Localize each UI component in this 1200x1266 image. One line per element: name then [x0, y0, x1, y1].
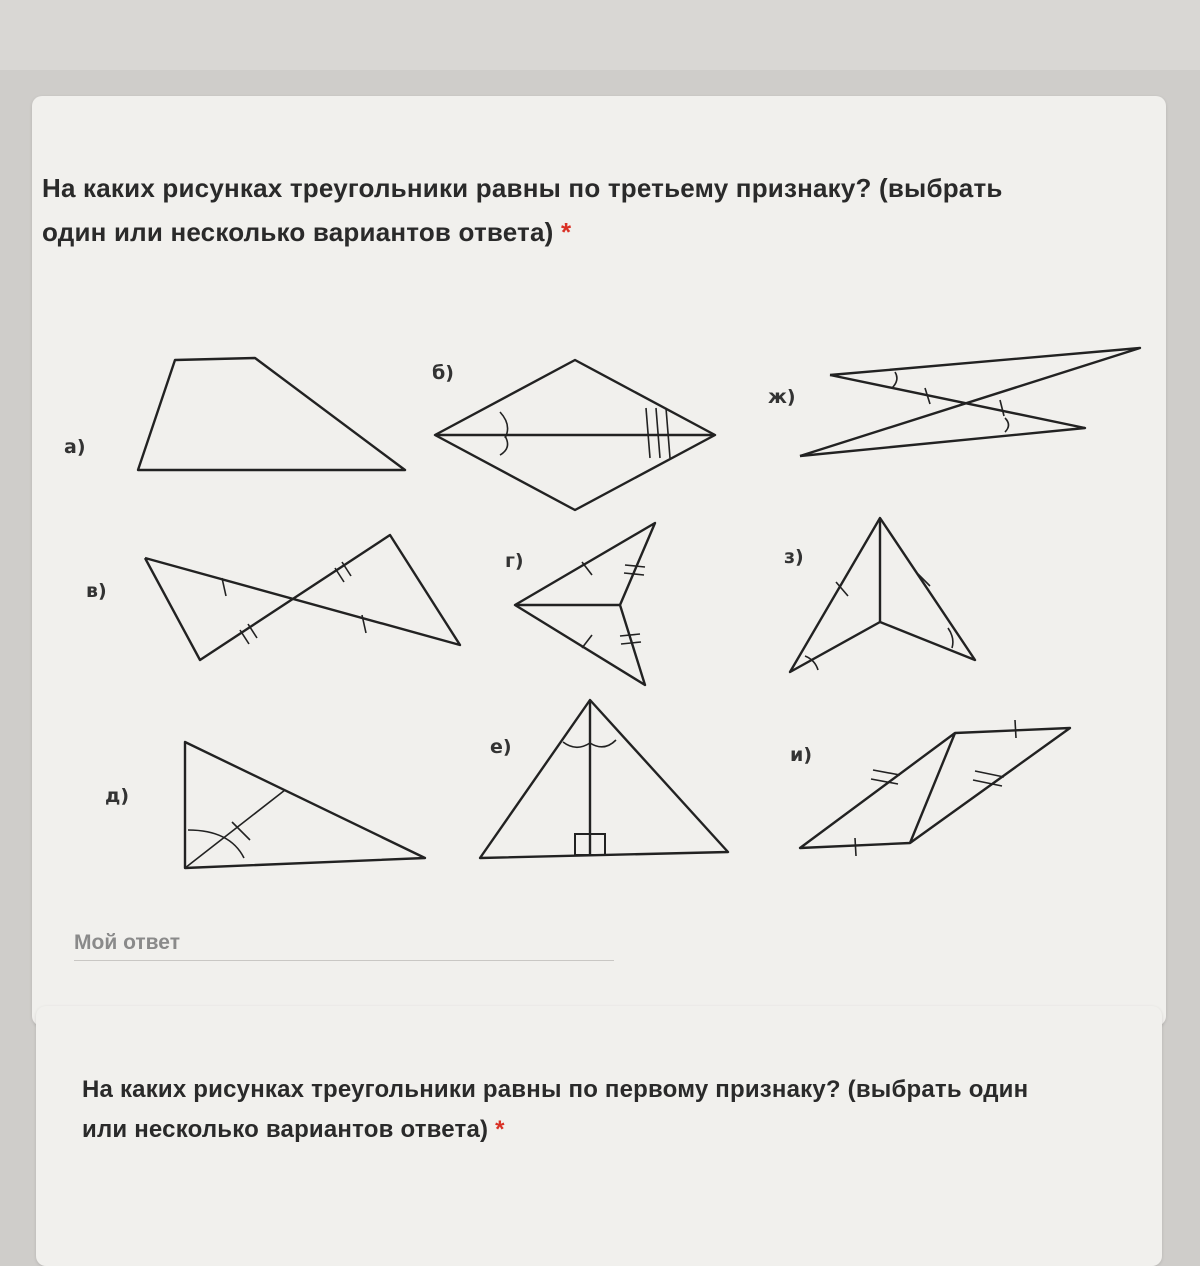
figure-label-i: и): [790, 744, 812, 766]
figure-b: [435, 360, 715, 510]
figure-label-d: д): [105, 785, 130, 807]
question-2-title-line2: или несколько вариантов ответа): [82, 1116, 489, 1143]
required-asterisk: *: [495, 1116, 505, 1143]
figure-label-e: е): [490, 736, 512, 758]
figure-g: [515, 523, 655, 685]
figure-label-zh: ж): [768, 386, 796, 408]
question-1-title-line1: На каких рисунках треугольники равны по третьему признаку? (выбрать: [42, 173, 1003, 203]
question-2-title-line1: На каких рисунках треугольники равны по первому признаку? (выбрать один: [82, 1076, 1029, 1103]
question-1-title-line2: один или несколько вариантов ответа): [42, 217, 554, 247]
figure-label-b: б): [432, 362, 454, 384]
figure-d: [185, 742, 425, 868]
figure-label-v: в): [86, 580, 107, 602]
figure-i: [800, 720, 1070, 856]
question-2-title: [82, 1070, 1122, 1150]
figure-label-z: з): [784, 546, 804, 568]
figure-a: [138, 358, 405, 470]
figure-z: [790, 518, 975, 672]
figure-label-a: а): [64, 436, 86, 458]
figure-label-g: г): [505, 550, 524, 572]
figure-zh: [800, 348, 1140, 456]
figure-v: [145, 535, 460, 660]
question-card-2: [36, 1006, 1162, 1266]
required-asterisk: *: [560, 217, 572, 247]
figure-e: [480, 700, 728, 858]
